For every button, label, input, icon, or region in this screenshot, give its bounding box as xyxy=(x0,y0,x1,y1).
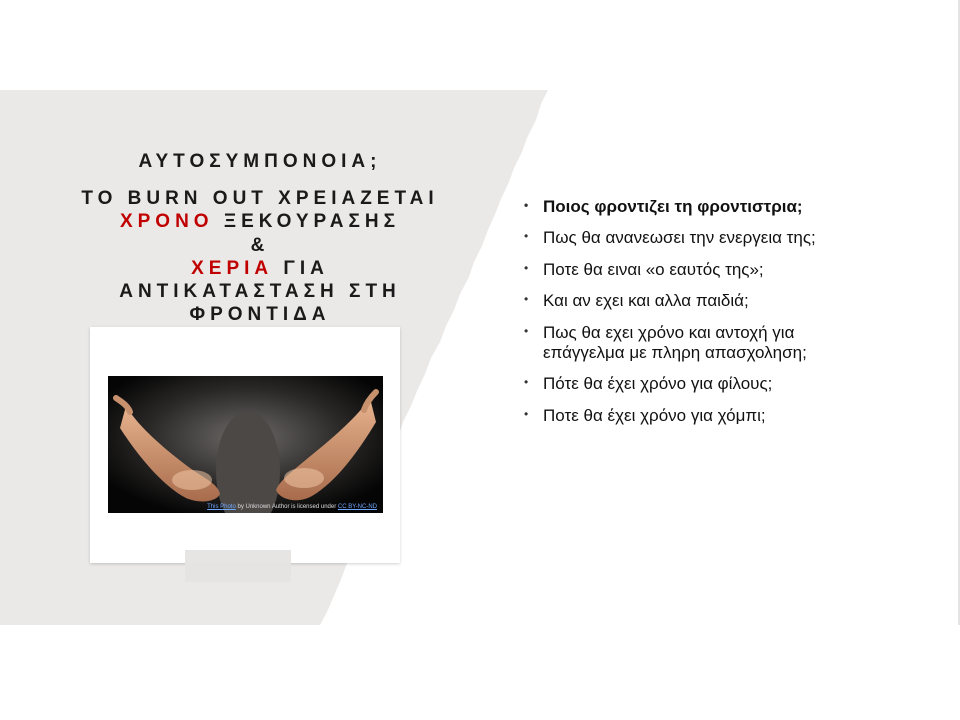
bullet-item xyxy=(520,197,880,217)
bullet-text: Πως θα εχει χρόνο και αντοχή για επάγγελμα με πληρη απασχοληση; xyxy=(543,322,807,362)
title-line-hands xyxy=(40,257,480,280)
bullet-list xyxy=(520,197,880,437)
bullet-dot-icon: • xyxy=(524,229,529,244)
title-rest-for: ΓΙΑ xyxy=(273,257,329,279)
bullet-item xyxy=(520,323,880,364)
photo-source-link[interactable]: This Photo xyxy=(207,504,236,510)
bullet-dot-icon: • xyxy=(524,292,529,307)
license-link[interactable]: CC BY-NC-ND xyxy=(337,504,377,510)
title-question: ΑΥΤΟΣΥΜΠΟΝΟΙΑ; xyxy=(138,151,382,172)
open-hands-photo xyxy=(108,376,383,513)
bullet-item xyxy=(520,291,880,311)
bullet-text: Ποιος φροντιζει τη φροντιστρια; xyxy=(543,197,803,216)
bullet-dot-icon: • xyxy=(524,260,529,275)
tape-strip xyxy=(185,550,291,582)
bullet-dot-icon: • xyxy=(524,323,529,338)
bullet-dot-icon: • xyxy=(524,198,529,212)
title-rest-rest: ΞΕΚΟΥΡΑΣΗΣ xyxy=(213,211,401,233)
photo-credit xyxy=(207,504,377,510)
bullet-dot-icon: • xyxy=(524,375,529,390)
title-line-time xyxy=(40,210,480,233)
bullet-text: Και αν εχει και αλλα παιδιά; xyxy=(543,291,749,311)
photo-credit-text: by Unknown Author is licensed under xyxy=(235,504,338,510)
slide-title xyxy=(40,150,480,326)
title-line-replacement: ΑΝΤΙΚΑΤΑΣΤΑΣΗ ΣΤΗ xyxy=(119,280,401,302)
bullet-dot-icon: • xyxy=(524,406,529,421)
title-accent-hands: ΧΕΡΙΑ xyxy=(191,257,274,279)
bullet-text: Ποτε θα ειναι «ο εαυτός της»; xyxy=(543,259,764,279)
bullet-text: Πότε θα έχει χρόνο για φίλους; xyxy=(543,374,773,394)
bullet-text: Ποτε θα έχει χρόνο για χόμπι; xyxy=(543,405,766,425)
photo-frame xyxy=(90,327,400,563)
bullet-item xyxy=(520,260,880,280)
bullet-item xyxy=(520,374,880,394)
title-ampersand: & xyxy=(250,234,270,256)
bullet-text: Πως θα ανανεωσει την ενεργεια της; xyxy=(543,228,816,248)
title-accent-time: ΧΡΟΝΟ xyxy=(119,211,214,233)
title-line-burnout: ΤΟ BURN OUT ΧΡΕΙΑΖΕΤΑΙ xyxy=(81,188,439,210)
open-hands-illustration xyxy=(108,376,383,513)
title-line-care: ΦΡΟΝΤΙΔΑ xyxy=(189,304,331,326)
bullet-item xyxy=(520,406,880,426)
bullet-item xyxy=(520,228,880,248)
